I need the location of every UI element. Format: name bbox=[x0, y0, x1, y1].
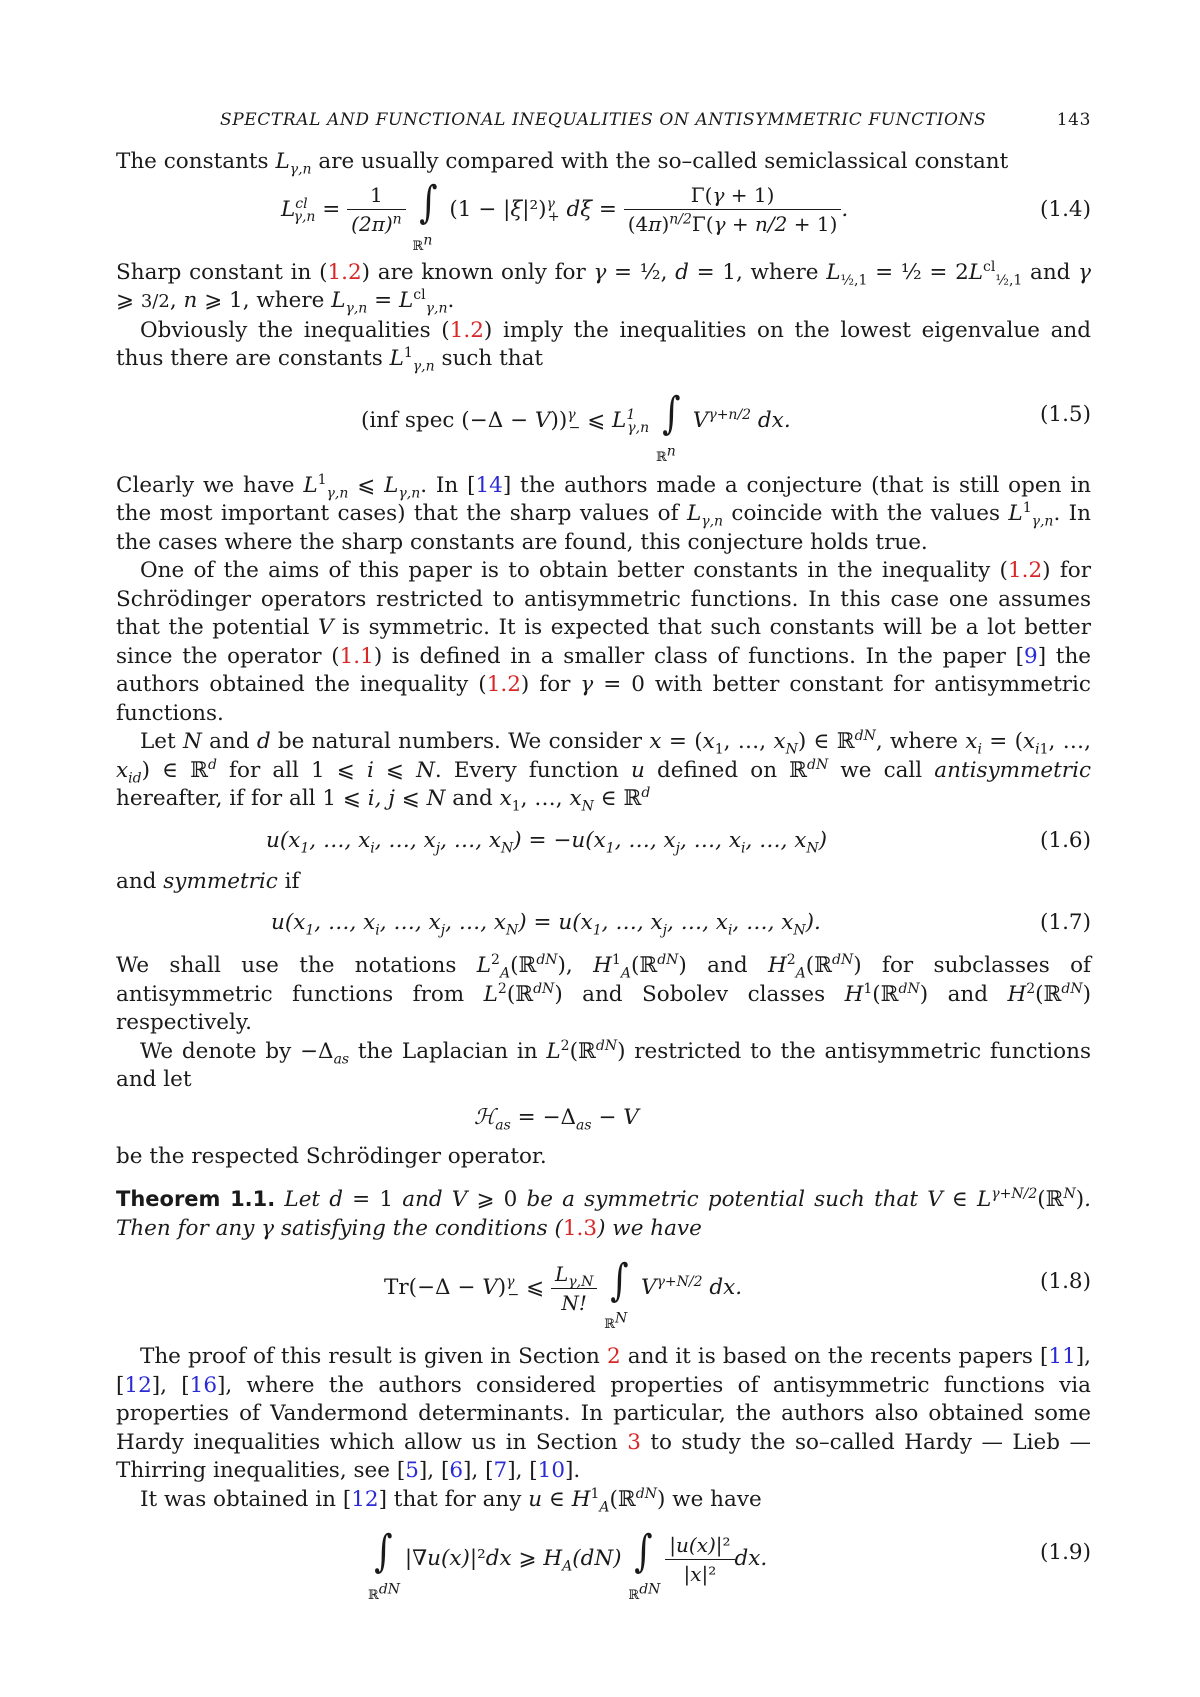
theorem-1-1: Theorem 1.1. Let d = 1 and V ⩾ 0 be a symmetric potential such that V ∈ $L^{\gamma+N/2}(ℝ^N)$. Then for any γ satisfying the conditions (1.3) we have bbox=[116, 1185, 1091, 1241]
equation-1-9: ∫ ℝ$^{dN}$ |∇u(x)|²dx ⩾ $H_A(dN)$ ∫ ℝ$^{dN}$ $\frac{\text{|u(x)|²}}{\text{|x|²}}$ dx. (1.9) bbox=[368, 1526, 1091, 1603]
citation-12[interactable]: 12 bbox=[351, 1486, 379, 1512]
running-title: SPECTRAL AND FUNCTIONAL INEQUALITIES ON ANTISYMMETRIC FUNCTIONS bbox=[220, 110, 987, 130]
paragraph-6: Let N and d be natural numbers. We consider $x = (x_1$, …, $x_N$) ∈ ℝ$^{dN}$, where $x_i = (x_{i1}$, …, $x_{id}$) ∈ ℝ$^d$ for all 1 ⩽ i ⩽ N. Every function u defined on ℝ$^{dN}$ we call antisymmetric hereafter, if for all 1 ⩽ i, j ⩽ N and $x_1$, …, $x_N$ ∈ ℝ$^d$ bbox=[116, 727, 1091, 815]
page-number: 143 bbox=[1056, 110, 1091, 130]
equation-1-8: $Tr(-\Delta - V)^\gamma_-$ ⩽ $\frac{L_{\gamma,N}}{N!}$ ∫ ℝ$^N$ $V^{\gamma+N/2}$ dx. (1.8) bbox=[384, 1255, 1091, 1332]
equation-number: (1.5) bbox=[1040, 401, 1091, 427]
paragraph-1: The constants $L_{\gamma,n}$ are usually compared with the so–called semiclassical constant bbox=[116, 149, 1009, 178]
ref-section-2[interactable]: 2 bbox=[607, 1344, 621, 1369]
paragraph-9: We denote by $-\Delta_{as}$ the Laplacian in $L^2(ℝ^{dN})$ restricted to the antisymmetric functions and let bbox=[116, 1037, 1091, 1092]
citation-10[interactable]: 10 bbox=[537, 1458, 565, 1483]
equation-hamiltonian: ℋ$_{as}$ = $-\Delta_{as} - V$ bbox=[474, 1104, 639, 1133]
citation-6[interactable]: 6 bbox=[449, 1458, 464, 1483]
ref-eq-1-2[interactable]: 1.2 bbox=[1007, 558, 1043, 583]
ref-eq-1-2[interactable]: 1.2 bbox=[327, 259, 362, 285]
ref-eq-1-3[interactable]: 1.3 bbox=[562, 1215, 598, 1241]
ref-eq-1-1[interactable]: 1.1 bbox=[339, 643, 374, 669]
citation-7[interactable]: 7 bbox=[493, 1458, 508, 1483]
equation-1-7: $u(x_1$, …, $x_i$, …, $x_j$, …, $x_N) = u(x_1$, …, $x_j$, …, $x_i$, …, $x_N$). (1.7) bbox=[271, 910, 1091, 939]
paragraph-4: Clearly we have $L^1_{\gamma,n}$ ⩽ $L_{\gamma,n}$. In [14] the authors made a conjecture (that is still open in the most important cases) that the sharp values of $L_{\gamma,n}$ coincide with the values $L^1_{\gamma,n}$. In the cases where the sharp constants are found, this conjecture holds true. bbox=[116, 471, 1092, 555]
equation-1-4: $L^{cl}_{\gamma,n}$ = $\frac{1}{(2\pi)^n}$ ∫ ℝ$^n$ $(1 - |\xi|^2)^\gamma_+$ dξ = $\frac{\Gamma(\gamma + 1)}{(4\pi)^{n/2}\Gamma(\gamma + n/2 + 1)}$ . (1.4) bbox=[281, 176, 1091, 254]
ref-eq-1-2[interactable]: 1.2 bbox=[486, 672, 521, 697]
equation-1-6: $u(x_1$, …, $x_i$, …, $x_j$, …, $x_N) = -u(x_1$, …, $x_j$, …, $x_i$, …, $x_N$) (1.6) bbox=[266, 827, 1091, 856]
running-header bbox=[116, 100, 1091, 130]
equation-number: (1.7) bbox=[1040, 910, 1091, 935]
paragraph-8: We shall use the notations $L^2_A(ℝ^{dN})$, $H^1_A(ℝ^{dN})$ and $H^2_A(ℝ^{dN})$ for subclasses of antisymmetric functions from $L^2(ℝ^{dN})$ and Sobolev classes $H^1(ℝ^{dN})$ and $H^2(ℝ^{dN})$ respectively. bbox=[116, 951, 1092, 1035]
equation-number: (1.9) bbox=[1040, 1540, 1091, 1565]
citation-11[interactable]: 11 bbox=[1048, 1344, 1076, 1369]
theorem-label: Theorem 1.1. bbox=[116, 1187, 276, 1211]
paragraph-12: It was obtained in [12] that for any u ∈ $H^1_A(ℝ^{dN})$ we have bbox=[140, 1485, 762, 1515]
citation-16[interactable]: 16 bbox=[189, 1372, 218, 1398]
paragraph-10: be the respected Schrödinger operator. bbox=[116, 1143, 547, 1169]
ref-eq-1-2[interactable]: 1.2 bbox=[449, 317, 484, 343]
paragraph-7: and symmetric if bbox=[116, 868, 300, 894]
ref-section-3[interactable]: 3 bbox=[627, 1429, 641, 1455]
paragraph-5: One of the aims of this paper is to obtain better constants in the inequality (1.2) for Schrödinger operators restricted to antisymmetric functions. In this case one assumes that the potential V is symmetric. It is expected that such constants will be a lot better since the operator (1.1) is defined in a smaller class of functions. In the paper [9] the authors obtained the inequality (1.2) for γ = 0 with better constant for antisymmetric functions. bbox=[116, 558, 1092, 726]
paragraph-2: Sharp constant in (1.2) are known only for γ = ½, d = 1, where $L_{\frac{1}{2},1}$ = ½ = $2L^{cl}_{\frac{1}{2},1}$ and γ ⩾ 3/2, n ⩾ 1, where $L_{\gamma,n} = L^{cl}_{\gamma,n}$. bbox=[116, 258, 1092, 317]
equation-number: (1.6) bbox=[1040, 827, 1091, 853]
citation-5[interactable]: 5 bbox=[405, 1458, 419, 1483]
citation-12[interactable]: 12 bbox=[124, 1372, 152, 1398]
citation-9[interactable]: 9 bbox=[1024, 643, 1038, 669]
equation-number: (1.8) bbox=[1040, 1269, 1091, 1294]
paper-page bbox=[116, 100, 1091, 1614]
paragraph-3: Obviously the inequalities (1.2) imply the inequalities on the lowest eigenvalue and thus there are constants $L^1_{\gamma,n}$ such that bbox=[116, 317, 1091, 375]
paragraph-11: The proof of this result is given in Section 2 and it is based on the recents papers [11], [12], [16], where the authors considered properties of antisymmetric functions via properties of Vandermond determinants. In particular, the authors also obtained some Hardy inequalities which allow us in Section 3 to study the so–called Hardy — Lieb — Thirring inequalities, see [5], [6], [7], [10]. bbox=[116, 1344, 1092, 1483]
p1-text: are usually compared with the so–called semiclassical constant bbox=[318, 149, 1009, 174]
citation-14[interactable]: 14 bbox=[475, 472, 503, 498]
equation-number: (1.4) bbox=[1040, 196, 1091, 222]
equation-1-5: (inf spec (−Δ − V))$^\gamma_-$ ⩽ $L^1_{\gamma,n}$ ∫ ℝ$^n$ $V^{\gamma+n/2}$ dx. (1.5) bbox=[361, 387, 1091, 465]
